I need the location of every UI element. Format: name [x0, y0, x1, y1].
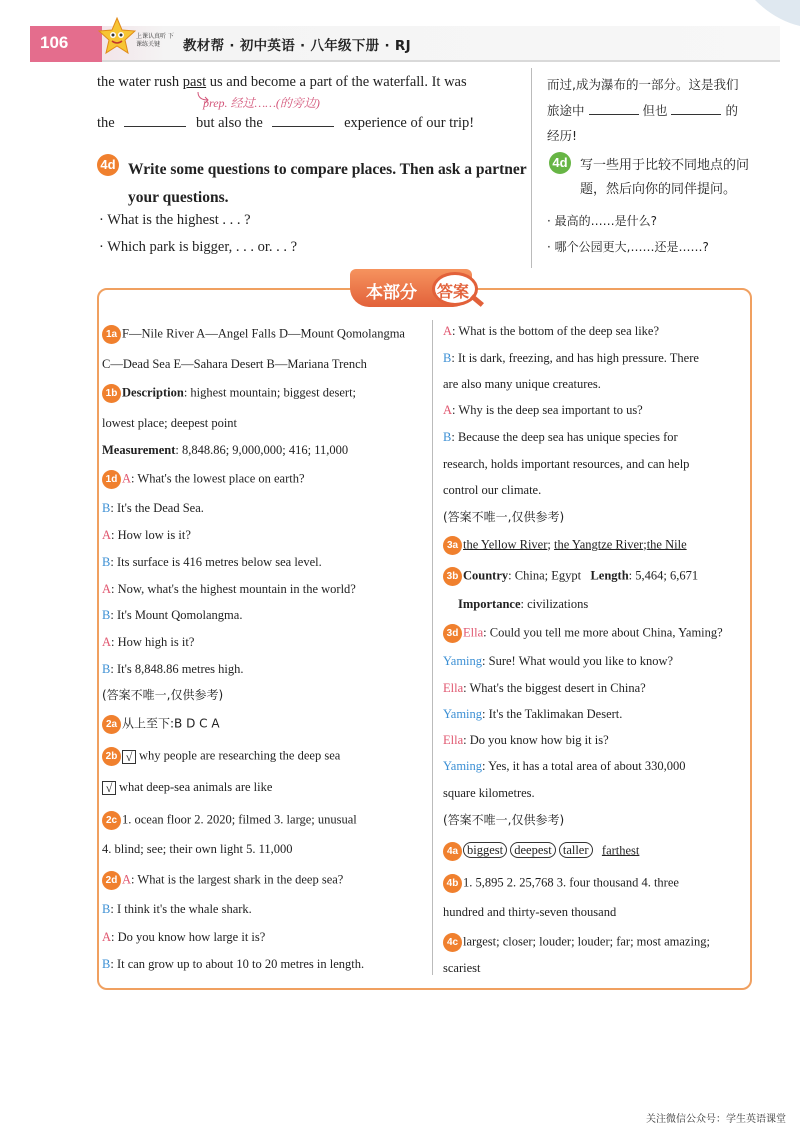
dialog-line [102, 500, 204, 516]
cn-translation-line-1: 而过,成为瀑布的一部分。这是我们 [547, 77, 739, 92]
dialog-text: : Because the deep sea has unique species for [451, 430, 678, 444]
circled-word: taller [559, 842, 593, 858]
answer-badge: 4a [443, 842, 462, 861]
dialog-line: square kilometres. [443, 786, 535, 800]
dialog-text: : Do you know how large it is? [111, 930, 266, 944]
dialog-text: : Could you tell me more about China, Yaming? [483, 625, 723, 640]
dialog-line [443, 350, 699, 366]
answer-4a-line [443, 842, 639, 861]
answer-note: (答案不唯一,仅供参考) [443, 510, 565, 524]
dialog-line: research, holds important resources, and can help [443, 457, 690, 471]
bullet-item: · Which park is bigger, . . . or. . . ? [99, 239, 298, 255]
page-number: 106 [40, 33, 69, 52]
answer-note: (答案不唯一,仅供参考) [102, 688, 224, 702]
dialog-line [443, 680, 646, 696]
cn-translation-line-2 [547, 101, 738, 119]
dialog-text: : Its surface is 416 metres below sea level. [110, 555, 322, 569]
dialog-line [102, 527, 191, 543]
answer-label: Description [122, 385, 184, 400]
dialog-line [102, 901, 252, 917]
dialog-text: : What is the bottom of the deep sea like? [452, 324, 660, 338]
answer-1b-line: lowest place; deepest point [102, 416, 238, 430]
answer-4c-line [443, 933, 710, 952]
answer-3a-line: 3a the Yellow River; the Yangtze River;the Nile [443, 536, 687, 555]
answer-badge: 2a [102, 715, 121, 734]
answer-label: Length [590, 568, 629, 583]
passage-text: the water rush past us and become a part of the waterfall. It was [97, 74, 467, 90]
answer-4b-line: hundred and thirty-seven thousand [443, 905, 617, 919]
passage-line-2 [97, 115, 474, 132]
cn-text: 的 [725, 103, 738, 118]
underlined-word: farthest [601, 843, 640, 858]
dialog-line [102, 581, 356, 597]
answer-badge: 3d [443, 624, 462, 643]
dialog-line [443, 653, 673, 669]
speaker-label: A [443, 403, 453, 417]
dialog-line [443, 624, 723, 643]
dialog-text: : Now, what's the highest mountain in the world? [111, 582, 356, 596]
speaker-label: A [102, 930, 112, 944]
checkbox-checked-icon: √ [122, 750, 136, 764]
circled-word: biggest [463, 842, 507, 858]
task-4d-cn-badge: 4d [549, 152, 571, 174]
answer-badge: 2b [102, 747, 121, 766]
answer-1a-line [102, 325, 405, 344]
answer-3b-line [458, 596, 588, 612]
dialog-text: : It's the Taklimakan Desert. [482, 707, 623, 721]
page-header [0, 0, 800, 70]
speaker-label: Yaming [443, 707, 483, 721]
dialog-text: : Why is the deep sea important to us? [452, 403, 643, 417]
speaker-label: B [102, 957, 111, 971]
answer-column-divider [432, 320, 433, 975]
answer-badge: 2d [102, 871, 121, 890]
speaker-label: B [102, 501, 111, 515]
circled-word: deepest [510, 842, 555, 858]
dialog-text: : How low is it? [111, 528, 191, 542]
dialog-text: : It's the Dead Sea. [110, 501, 204, 515]
dialog-line [102, 554, 322, 570]
dialog-line [102, 470, 305, 489]
dialog-line [443, 402, 643, 418]
answer-text: 1. 5,895 2. 25,768 3. four thousand 4. three [463, 875, 679, 890]
answer-text: what deep-sea animals are like [119, 780, 273, 794]
fill-blank [589, 114, 639, 115]
answer-1a-line: C—Dead Sea E—Sahara Desert B—Mariana Trench [102, 357, 367, 371]
answer-text: F—Nile River A—Angel Falls D—Mount Qomolangma [122, 326, 405, 341]
dialog-line: control our climate. [443, 483, 542, 497]
answer-2c-line [102, 811, 357, 830]
dialog-line [443, 323, 659, 339]
cn-text: 但也 [642, 103, 668, 118]
speaker-label: B [443, 430, 452, 444]
star-mascot-icon [98, 16, 136, 58]
cn-text: 旅途中 [547, 103, 585, 118]
dialog-text: : What's the lowest place on earth? [131, 471, 305, 486]
column-divider [531, 68, 532, 268]
answer-text: : China; Egypt [508, 568, 582, 583]
answer-text: : 5,464; 6,671 [628, 568, 699, 583]
answer-badge: 2c [102, 811, 121, 830]
answer-1b-line [102, 384, 356, 403]
answer-badge: 4b [443, 874, 462, 893]
answer-tab-label: 本部分 [366, 283, 417, 303]
answer-text: 1. ocean floor 2. 2020; filmed 3. large; unusual [122, 812, 357, 827]
speaker-label: B [102, 608, 111, 622]
speaker-label: A [102, 582, 112, 596]
task-4d-cn-instruction: 写一些用于比较不同地点的问题，然后向你的同伴提问。 [580, 158, 750, 197]
answer-text: : civilizations [520, 597, 589, 611]
answer-text: : 8,848.86; 9,000,000; 416; 11,000 [175, 443, 349, 457]
speaker-label: Ella [463, 625, 484, 640]
dialog-text: : It's Mount Qomolangma. [110, 608, 243, 622]
answer-1b-line [102, 442, 348, 458]
dialog-line [443, 429, 678, 445]
answer-label: Measurement [102, 443, 176, 457]
underlined-word: past [182, 74, 207, 90]
fill-blank [124, 126, 186, 127]
answer-item: the Yellow River [463, 537, 548, 552]
passage-text: but also the [195, 115, 263, 131]
dialog-text: : Sure! What would you like to know? [482, 654, 674, 668]
speaker-label: B [102, 662, 111, 676]
bullet-item: · What is the highest . . . ? [99, 212, 251, 228]
cn-bullet-item: · 最高的……是什么? [547, 214, 657, 228]
speaker-label: Yaming [443, 759, 483, 773]
speaker-label: A [443, 324, 453, 338]
answer-4c-line: scariest [443, 961, 481, 975]
dialog-text: : It is dark, freezing, and has high pressure. There [451, 351, 699, 365]
dialog-text: : Yes, it has a total area of about 330,000 [482, 759, 686, 773]
dialog-line: are also many unique creatures. [443, 377, 601, 391]
dialog-text: : How high is it? [111, 635, 195, 649]
answer-item: the Yangtze River [553, 537, 644, 552]
passage-text: the [97, 115, 115, 131]
answer-note: (答案不唯一,仅供参考) [443, 813, 565, 827]
answer-2c-line: 4. blind; see; their own light 5. 11,000 [102, 842, 293, 856]
speaker-label: A [102, 635, 112, 649]
passage-line-1 [97, 74, 467, 91]
dialog-text: : I think it's the whale shark. [110, 902, 252, 916]
answer-2b-line [102, 747, 340, 766]
fill-blank [272, 126, 334, 127]
corner-decoration [735, 0, 800, 26]
answer-2b-line [102, 779, 272, 795]
dialog-text: : Do you know how big it is? [463, 733, 609, 747]
speaker-label: A [122, 471, 132, 486]
word-annotation: prep. 经过……(的旁边) [203, 96, 320, 110]
cn-translation-line-3: 经历! [547, 128, 578, 143]
book-title: 教材帮 · 初中英语 · 八年级下册 · RJ [183, 38, 411, 54]
fill-blank [671, 114, 721, 115]
passage-text: experience of our trip! [344, 115, 475, 131]
footer-note: 关注微信公众号：学生英语课堂 [646, 1114, 786, 1125]
answer-badge: 1a [102, 325, 121, 344]
answer-4b-line [443, 874, 679, 893]
speaker-label: B [102, 902, 111, 916]
answer-label: Country [463, 568, 509, 583]
dialog-line [443, 758, 685, 774]
dialog-text: : What is the largest shark in the deep sea? [131, 872, 344, 887]
answer-label: Importance [458, 597, 521, 611]
dialog-text: : It's 8,848.86 metres high. [110, 662, 244, 676]
answer-badge: 1b [102, 384, 121, 403]
mini-tagline: 上课认真听 下课练关键 [136, 33, 174, 48]
dialog-line [102, 929, 265, 945]
task-4d-instruction: Write some questions to compare places. Then ask a partner your questions. [128, 161, 527, 206]
dialog-text: : It can grow up to about 10 to 20 metres in length. [110, 957, 365, 971]
dialog-line [443, 706, 622, 722]
dialog-line [102, 607, 242, 623]
answer-3b-line [443, 567, 698, 586]
cn-bullet-item: · 哪个公园更大,……还是……? [547, 240, 709, 254]
answer-badge: 3b [443, 567, 462, 586]
answer-badge: 4c [443, 933, 462, 952]
dialog-text: : What's the biggest desert in China? [463, 681, 646, 695]
checkbox-checked-icon: √ [102, 781, 116, 795]
speaker-label: Ella [443, 733, 464, 747]
speaker-label: B [102, 555, 111, 569]
dialog-line [102, 634, 194, 650]
answer-text: largest; closer; louder; louder; far; most amazing; [463, 934, 710, 949]
answer-2a-line [102, 715, 220, 734]
speaker-label: B [443, 351, 452, 365]
speaker-label: A [122, 872, 132, 887]
answer-badge: 1d [102, 470, 121, 489]
dialog-line [102, 661, 244, 677]
dialog-line [443, 732, 609, 748]
answer-text: 从上至下:B D C A [122, 716, 220, 731]
dialog-line [102, 871, 343, 890]
dialog-line [102, 956, 364, 972]
speaker-label: A [102, 528, 112, 542]
answer-text: why people are researching the deep sea [139, 748, 341, 763]
speaker-label: Yaming [443, 654, 483, 668]
answer-badge: 3a [443, 536, 462, 555]
answer-text: : highest mountain; biggest desert; [183, 385, 357, 400]
speaker-label: Ella [443, 681, 464, 695]
task-4d-badge: 4d [97, 154, 119, 176]
answer-item: the Nile [646, 537, 687, 552]
answer-tab-magnifier-label: 答案 [437, 282, 470, 301]
